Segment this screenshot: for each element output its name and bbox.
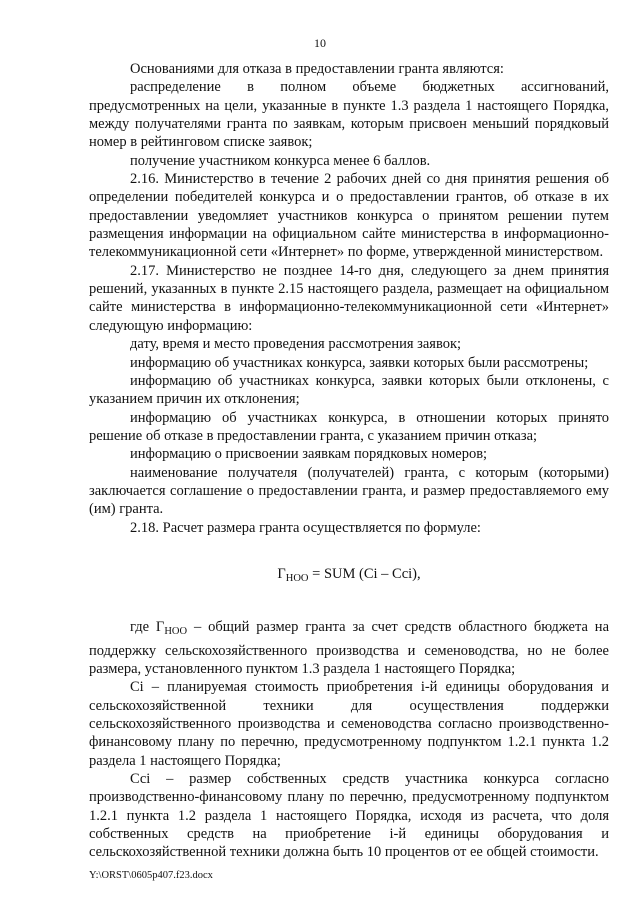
paragraph: получение участником конкурса менее 6 баллов. — [130, 152, 431, 169]
paragraph: 2.16. Министерство в течение 2 рабочих дней со дня принятия решения об определении победителей конкурса и о предоставлении грантов, об отказе в их предоставлении уведомляет участников конкурса о принятом решении путем размещения информации на официальном сайте министерства в информационно-телекоммуникационной сети «Интернет» по форме, утвержденной министерством. — [89, 171, 609, 261]
paragraph: наименование получателя (получателей) гранта, с которым (которыми) заключается соглашение о предоставлении гранта, и размер предоставляемого ему (им) гранта. — [89, 464, 609, 518]
where-subscript: НОО — [164, 626, 188, 638]
paragraph: 2.17. Министерство не позднее 14-го дня, следующего за днем принятия решений, указанных в пункте 2.15 настоящего раздела, размещает на официальном сайте министерства в информационно-телекоммуникационной сети «Интернет» следующую информацию: — [89, 262, 609, 334]
paragraph: Сi – планируемая стоимость приобретения і-й единицы оборудования и сельскохозяйственной техники для осуществления поддержки сельскохозяйственного производства и семеноводства согласно производственно-финансовому плану по перечню, предусмотренному подпунктом 1.2.1 пункта 1.2 раздела 1 настоящего Порядка; — [89, 679, 609, 769]
where-prefix: где Г — [130, 619, 165, 636]
footer-file-path: Y:\ORST\0605p407.f23.docx — [89, 870, 213, 881]
paragraph: информацию об участниках конкурса, в отношении которых принято решение об отказе в предоставлении гранта, с указанием причин отказа; — [89, 409, 609, 444]
paragraph: 2.18. Расчет размера гранта осуществляется по формуле: — [130, 519, 481, 536]
paragraph: информацию о присвоении заявкам порядковых номеров; — [130, 446, 488, 463]
paragraph: дату, время и место проведения рассмотрения заявок; — [130, 336, 462, 353]
paragraph-where — [89, 618, 609, 678]
paragraph: распределение в полном объеме бюджетных ассигнований, предусмотренных на цели, указанные в пункте 1.3 раздела 1 настоящего Порядка, между получателями гранта по заявкам, которым присвоен меньший порядковый номер в рейтинговом списке заявок; — [89, 79, 609, 151]
page-number: 10 — [314, 36, 326, 50]
paragraph: Ссі – размер собственных средств участника конкурса согласно производственно-финансовому плану по перечню, предусмотренному подпунктом 1.2.1 пункта 1.2 раздела 1 настоящего Порядка, исходя из расчета, что доля собственных средств на приобретение і-й единицы оборудования и сельскохозяйственной техники должна быть 10 процентов от ее общей стоимости. — [89, 771, 609, 861]
grant-formula — [89, 565, 609, 588]
paragraph: Основаниями для отказа в предоставлении гранта являются: — [130, 61, 504, 77]
formula-expression: = SUM (Ci – Ccі), — [308, 565, 421, 582]
paragraph: информацию об участниках конкурса, заявки которых были рассмотрены; — [130, 354, 589, 371]
paragraph: информацию об участниках конкурса, заявки которых были отклонены, с указанием причин их отклонения; — [89, 372, 609, 408]
document-body — [89, 60, 609, 862]
where-text: – общий размер гранта за счет средств областного бюджета на поддержку сельскохозяйственного производства и семеноводства, но не более размера, установленного пунктом 1.3 раздела 1 настоящего Порядка; — [89, 619, 610, 677]
formula-subscript: НОО — [285, 572, 309, 584]
formula-symbol: Г — [277, 565, 286, 582]
